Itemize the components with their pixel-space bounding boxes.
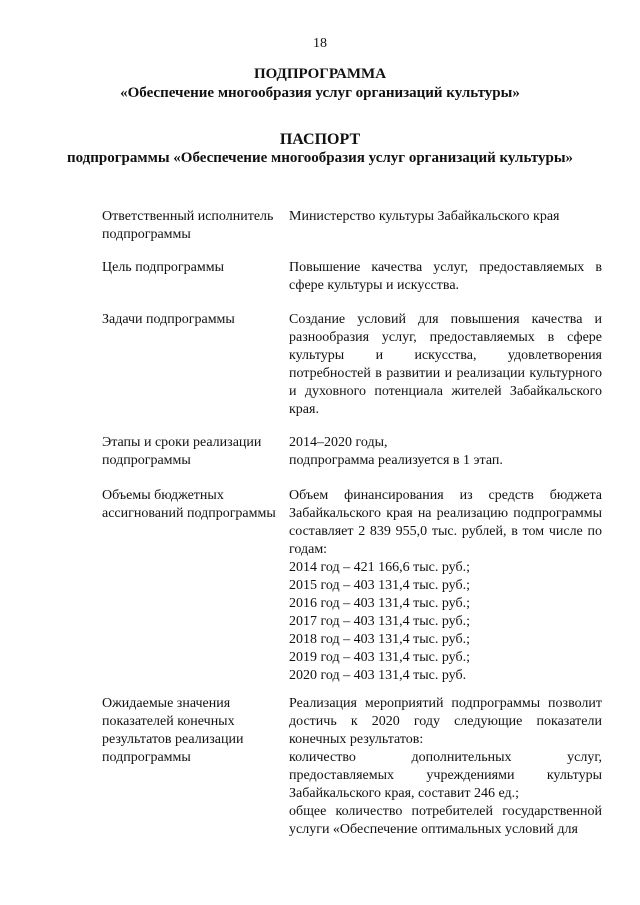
tasks-label: Задачи подпрограммы bbox=[102, 312, 235, 327]
budget-year-line: 2020 год – 403 131,4 тыс. руб. bbox=[289, 668, 467, 683]
budget-year-line: 2018 год – 403 131,4 тыс. руб.; bbox=[289, 632, 470, 647]
goal-label: Цель подпрограммы bbox=[102, 260, 224, 275]
budget-year-line: 2014 год – 421 166,6 тыс. руб.; bbox=[289, 560, 470, 575]
passport-row-goal bbox=[0, 259, 640, 311]
passport-table bbox=[0, 208, 640, 845]
page-number: 18 bbox=[313, 36, 327, 51]
responsible-label: Ответственный исполнитель подпрограммы bbox=[102, 209, 274, 242]
budget-year-line: 2017 год – 403 131,4 тыс. руб.; bbox=[289, 614, 470, 629]
budget-year-line: 2019 год – 403 131,4 тыс. руб.; bbox=[289, 650, 470, 665]
stages-value bbox=[289, 434, 602, 470]
passport-row-tasks bbox=[0, 311, 640, 434]
stages-note: подпрограмма реализуется в 1 этап. bbox=[289, 453, 503, 468]
passport-heading bbox=[0, 130, 640, 168]
passport-subtitle: подпрограммы «Обеспечение многообразия услуг организаций культуры» bbox=[66, 150, 574, 166]
subprogram-heading bbox=[0, 65, 640, 103]
passport-row-responsible bbox=[0, 208, 640, 259]
results-item: общее количество потребителей государственной услуги «Обеспечение оптимальных условий для bbox=[289, 804, 602, 837]
budget-year-line: 2016 год – 403 131,4 тыс. руб.; bbox=[289, 596, 470, 611]
budget-label: Объемы бюджетных ассигнований подпрограммы bbox=[102, 488, 276, 521]
passport-row-stages bbox=[0, 434, 640, 487]
results-item: количество дополнительных услуг, предоставляемых учреждениями культуры Забайкальского края, составит 246 ед.; bbox=[289, 750, 602, 801]
passport-title: ПАСПОРТ bbox=[279, 131, 361, 148]
stages-label: Этапы и сроки реализации подпрограммы bbox=[102, 435, 262, 468]
passport-row-results bbox=[0, 695, 640, 845]
goal-value: Повышение качества услуг, предоставляемых в сфере культуры и искусства. bbox=[289, 260, 602, 293]
tasks-value: Создание условий для повышения качества и разнообразия услуг, предоставляемых в сфере культуры и искусства, удовлетворения потребностей в развитии и реализации культурного и духовного потенциала жителей Забайкальского края. bbox=[289, 312, 602, 417]
stages-period: 2014–2020 годы, bbox=[289, 435, 388, 450]
budget-value bbox=[289, 487, 602, 685]
passport-row-budget bbox=[0, 487, 640, 695]
responsible-value: Министерство культуры Забайкальского края bbox=[289, 209, 560, 224]
subprogram-title: ПОДПРОГРАММА bbox=[253, 66, 387, 82]
budget-year-line: 2015 год – 403 131,4 тыс. руб.; bbox=[289, 578, 470, 593]
results-label: Ожидаемые значения показателей конечных результатов реализации подпрограммы bbox=[102, 696, 244, 765]
results-value bbox=[289, 695, 602, 839]
results-intro: Реализация мероприятий подпрограммы позволит достичь к 2020 году следующие показатели конечных результатов: bbox=[289, 696, 602, 747]
budget-intro: Объем финансирования из средств бюджета Забайкальского края на реализацию подпрограммы составляет 2 839 955,0 тыс. рублей, в том числе по годам: bbox=[289, 488, 602, 557]
subprogram-name: «Обеспечение многообразия услуг организаций культуры» bbox=[120, 85, 520, 101]
